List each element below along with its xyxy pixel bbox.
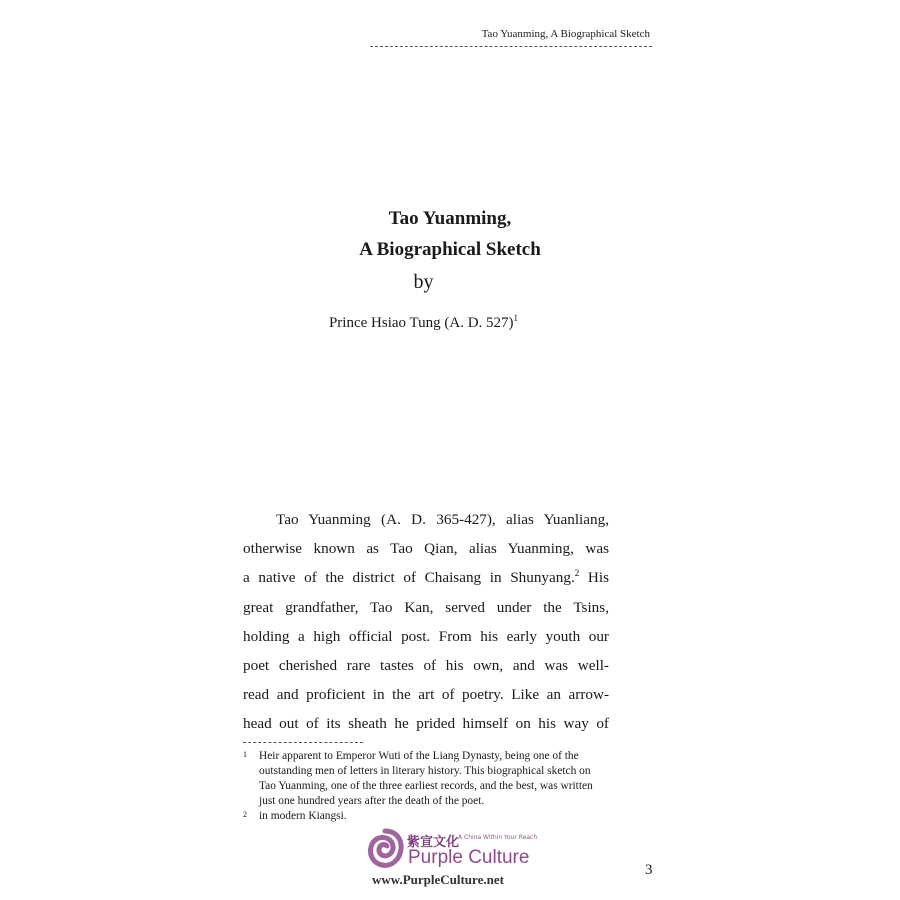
body-line: head out of its sheath he prided himself on his way of (243, 715, 609, 733)
watermark-url: www.PurpleCulture.net (372, 872, 504, 887)
title-line-1: Tao Yuanming, (388, 208, 512, 229)
footnote-number: 2 (243, 810, 247, 819)
header-rule (370, 46, 652, 47)
title-block (0, 203, 900, 265)
author-name: Prince Hsiao Tung (A. D. 527) (328, 315, 514, 331)
byline: by (413, 271, 434, 293)
body-line-tail: His (579, 569, 609, 587)
body-line: great grandfather, Tao Kan, served under the Tsins, (243, 598, 609, 616)
body-line (243, 563, 609, 592)
author-footnote-ref: 1 (513, 313, 519, 323)
page-number: 3 (645, 862, 653, 878)
watermark-name: Purple Culture (408, 847, 530, 868)
author-line (0, 315, 847, 332)
body-line: otherwise known as Tao Qian, alias Yuanming, was (243, 540, 609, 558)
watermark (364, 828, 564, 890)
body-footnote-ref: 2 (574, 568, 580, 579)
footnote (243, 749, 609, 809)
body-text (243, 505, 609, 739)
footnote-rule (243, 742, 363, 743)
purple-swirl-logo-icon (366, 828, 404, 870)
body-line: Tao Yuanming (A. D. 365-427), alias Yuanliang, (276, 511, 609, 528)
title-line-2: A Biographical Sketch (359, 239, 541, 260)
body-line: holding a high official post. From his early youth our (243, 627, 609, 645)
footnotes (243, 749, 609, 824)
running-header: Tao Yuanming, A Biographical Sketch (481, 28, 650, 40)
body-line: poet cherished rare tastes of his own, and was well- (243, 656, 609, 674)
watermark-chinese: 紫宣文化 (407, 835, 460, 850)
footnote-number: 1 (243, 750, 247, 759)
watermark-tagline: A China Within Your Reach (458, 834, 538, 841)
footnote (243, 809, 609, 824)
footnote-text: Heir apparent to Emperor Wuti of the Liang Dynasty, being one of the outstanding men of letters in literary history. This biographical sketch on Tao Yuanming, one of the three earliest records, and the best, was written just one hundred years after the death of the poet. (259, 750, 593, 807)
footnote-text: in modern Kiangsi. (259, 810, 347, 822)
body-line: read and proficient in the art of poetry. Like an arrow- (243, 686, 609, 704)
body-line-text: a native of the district of Chaisang in Shunyang. (243, 569, 575, 587)
